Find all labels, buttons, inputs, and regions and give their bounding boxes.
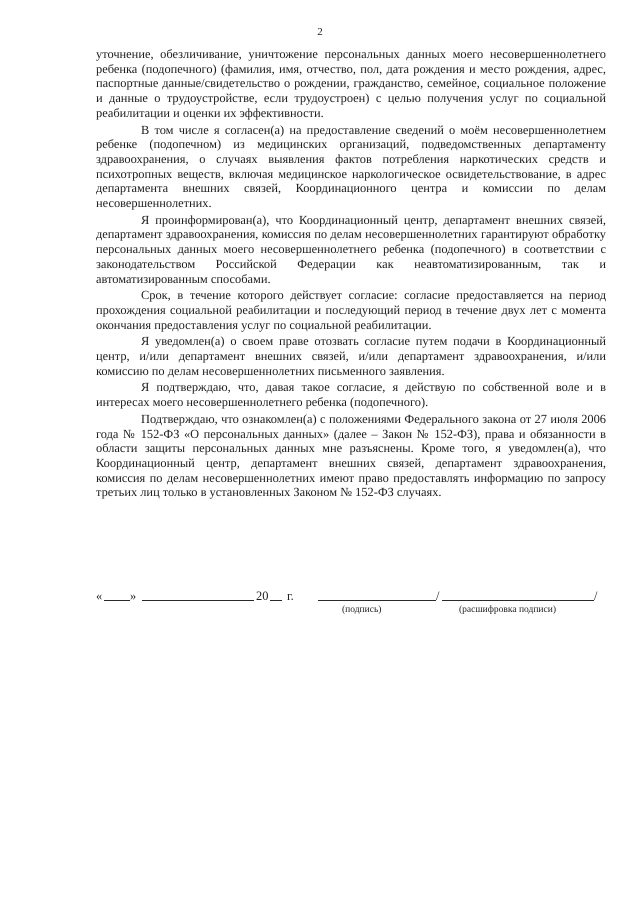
date-quote-open: « xyxy=(96,589,103,603)
signature-decryption-field[interactable] xyxy=(442,600,594,601)
date-quote-close: » xyxy=(130,589,137,603)
signature-row xyxy=(96,589,606,603)
paragraph-free-will: Я подтверждаю, что, давая такое согласие, я действую по собственной воле и в интересах моего несовершеннолетнего ребенка (подопечного). xyxy=(96,380,606,410)
paragraph-revocation-right: Я уведомлен(а) о своем праве отозвать согласие путем подачи в Координационный центр, и/или департамент внешних связей, и/или департамент здравоохранения, и/или комиссию по делам несовершеннолетних письменного заявления. xyxy=(96,334,606,378)
signature-caption: (подпись) xyxy=(342,605,382,615)
page-number: 2 xyxy=(317,26,323,38)
paragraph-law-acknowledgement: Подтверждаю, что ознакомлен(а) с положениями Федерального закона от 27 июля 2006 года № 152-ФЗ «О персональных данных» (далее – Закон № 152-ФЗ), права и обязанности в области защиты персональных данных мне разъяснены. Кроме того, я уведомлен(а), что Координационный центр, департамент внешних связей, департамент здравоохранения, комиссия по делам несовершеннолетних имеют право предоставлять информацию по запросу третьих лиц только в установленных Законом № 152-ФЗ случаях. xyxy=(96,411,606,500)
document-body xyxy=(96,47,606,502)
paragraph-consent-term: Срок, в течение которого действует согласие: согласие предоставляется на период прохождения социальной реабилитации и последующий период в течение двух лет с момента окончания предоставления услуг по социальной реабилитации. xyxy=(96,288,606,332)
date-year-prefix: 20 xyxy=(256,589,269,603)
date-year-field[interactable] xyxy=(270,600,282,601)
decryption-caption: (расшифровка подписи) xyxy=(459,605,556,615)
paragraph-medical-info-consent: В том числе я согласен(а) на предоставление сведений о моём несовершеннолетнем ребенке (подопечном) из медицинских организаций, подведомственных департаменту здравоохранения, о случаях выявления фактов потребления наркотических средств и психотропных веществ, включая медицинское наркологическое освидетельствование, в адрес департамента внешних связей, Координационного центра и комиссии по делам несовершеннолетних. xyxy=(96,122,606,211)
date-year-suffix: г. xyxy=(287,589,294,603)
signature-slash: / xyxy=(436,589,440,603)
paragraph-data-list: уточнение, обезличивание, уничтожение персональных данных моего несовершеннолетнего ребенка (подопечного) (фамилия, имя, отчество, пол, дата рождения и место рождения, адрес, паспортные данные/свидетельство о рождении, гражданство, семейное, социальное положение и данные о трудоустройстве, если трудоустроен) с целью получения услуг по социальной реабилитации и оценки их эффективности. xyxy=(96,47,606,120)
signature-end-slash: / xyxy=(594,589,598,603)
paragraph-processing-guarantee: Я проинформирован(а), что Координационный центр, департамент внешних связей, департамент здравоохранения, комиссия по делам несовершеннолетних гарантируют обработку персональных данных моего несовершеннолетнего ребенка (подопечного) в соответствии с законодательством Российской Федерации как неавтоматизированным, так и автоматизированным способами. xyxy=(96,212,606,286)
date-month-field[interactable] xyxy=(142,600,254,601)
date-day-field[interactable] xyxy=(104,600,130,601)
signature-field[interactable] xyxy=(318,600,436,601)
